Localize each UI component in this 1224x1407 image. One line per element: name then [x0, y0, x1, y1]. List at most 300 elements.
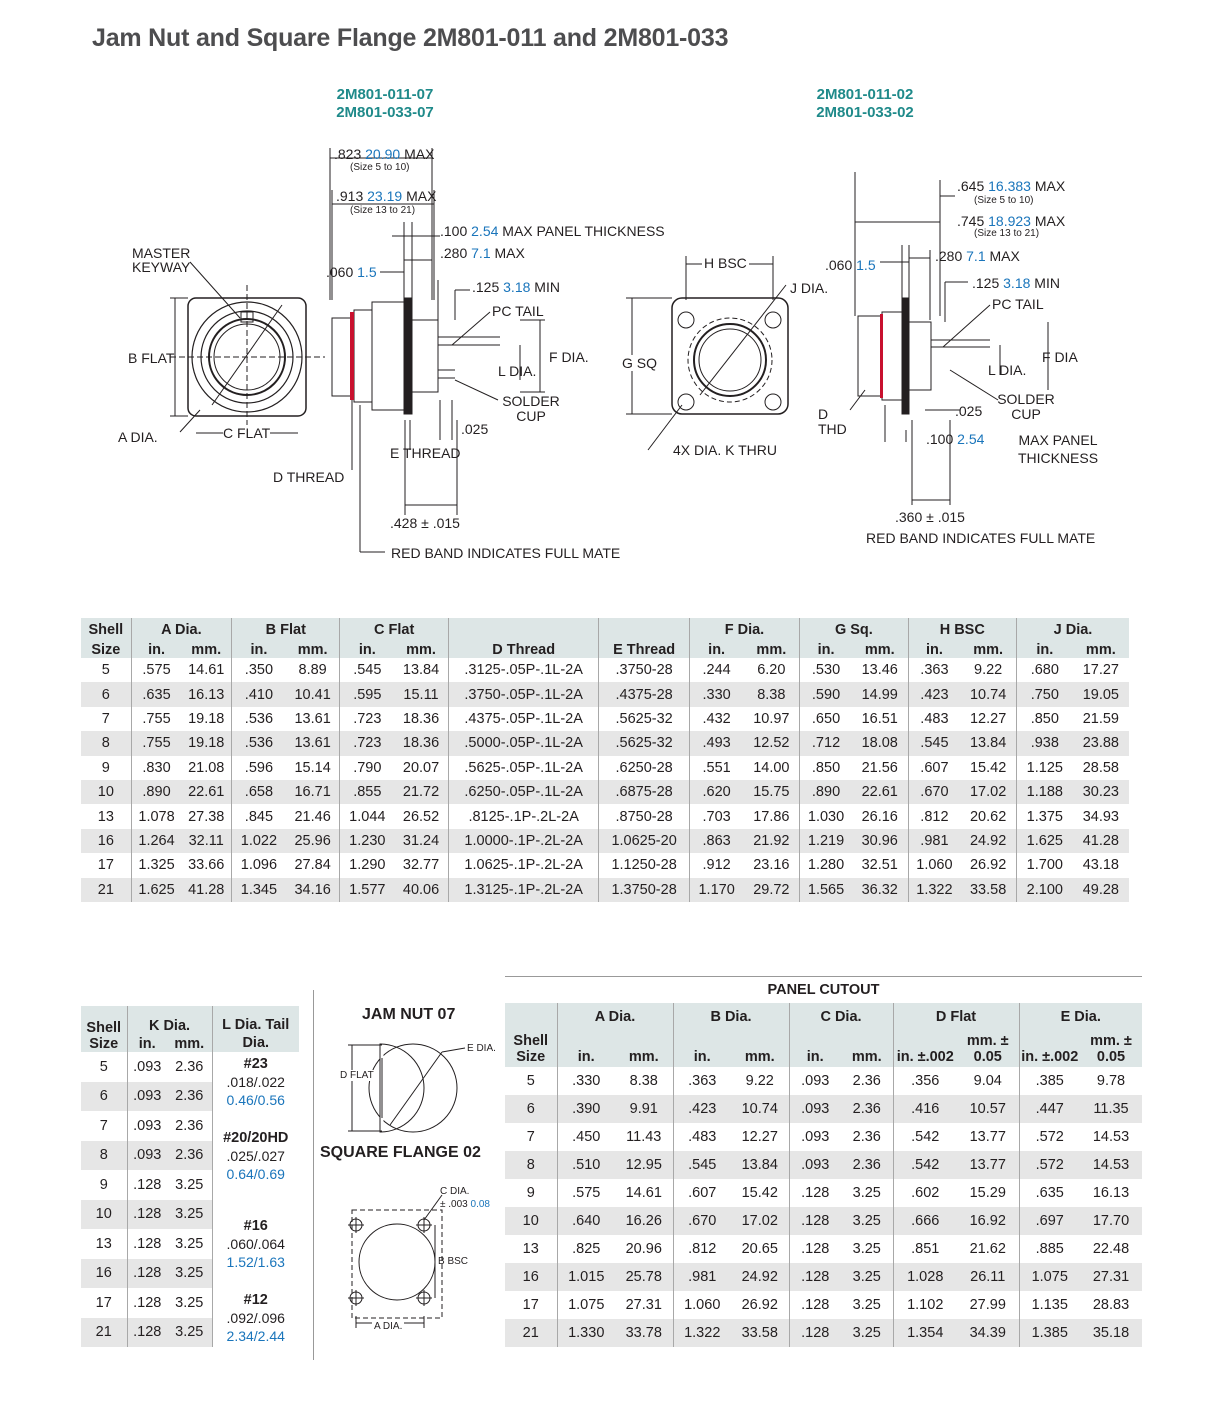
jam-nut-title: JAM NUT 07: [362, 1006, 456, 1023]
table-cell: .712: [800, 731, 852, 755]
table-cell: .545: [340, 658, 394, 682]
col-header: B Dia.: [673, 1003, 789, 1031]
table-cell: 3.25: [852, 1325, 881, 1341]
table-cell: 15.42: [741, 1185, 778, 1201]
table-cell: .666: [893, 1207, 957, 1235]
table-cell: 26.52: [402, 808, 440, 825]
table-cell: 21.08: [188, 759, 225, 776]
table-cell: 1.3750-28: [599, 878, 689, 902]
table-row: [81, 804, 1129, 828]
table-cell: .093: [789, 1095, 841, 1123]
table-cell: 27.38: [188, 808, 225, 825]
table-cell: 10: [95, 1206, 112, 1223]
col-subheader: mm.: [851, 1049, 882, 1065]
table-row: [505, 1067, 1142, 1095]
table-row: [505, 1235, 1142, 1263]
table-cell: 1.354: [893, 1319, 957, 1347]
table-cell: .938: [1016, 731, 1072, 755]
table-cell: 20.07: [402, 759, 440, 776]
table-cell: 5: [526, 1073, 535, 1089]
g-sq-label: G SQ: [622, 355, 658, 371]
table-cell: 13.46: [861, 662, 898, 679]
table-cell: 31.24: [402, 832, 440, 849]
table-cell: 14.00: [753, 759, 790, 776]
dim-in: .280: [440, 245, 468, 261]
table-row: [505, 1319, 1142, 1347]
dim-745-note: (Size 13 to 21): [974, 228, 1040, 239]
dim-mm: 23.19: [367, 188, 403, 204]
table-cell: .093: [127, 1082, 167, 1112]
table-cell: 10: [97, 784, 114, 801]
table-cell: 26.11: [970, 1269, 1006, 1285]
col-subheader: mm.: [406, 642, 436, 658]
dim-in: .100: [926, 431, 954, 447]
table-cell: 26.92: [741, 1297, 778, 1313]
part-number: 2M801-011-02: [816, 86, 914, 103]
table-cell: .703: [689, 804, 743, 828]
table-cell: .3750-28: [599, 658, 689, 682]
col-header: A Dia.: [557, 1003, 673, 1031]
c-dia-tolerance: [440, 1199, 490, 1210]
table-cell: .640: [557, 1207, 615, 1235]
table-cell: 36.32: [861, 881, 898, 898]
table-cell: .620: [689, 780, 743, 804]
table-cell: .128: [789, 1263, 841, 1291]
table-cell: 2.36: [175, 1147, 204, 1164]
col-subheader: mm.: [1085, 642, 1116, 658]
table-cell: 18.36: [402, 735, 440, 752]
col-subheader: in. ±.002: [893, 1031, 957, 1067]
table-cell: 28.83: [1092, 1297, 1130, 1313]
tail-mm: 1.52/1.63: [226, 1254, 285, 1271]
table-cell: 10.74: [741, 1101, 778, 1117]
table-cell: .093: [127, 1111, 167, 1141]
table-cell: 13: [97, 808, 114, 825]
table-header-row: [81, 1006, 299, 1036]
dim-mm: 18.923: [988, 213, 1031, 229]
e-dia-label: E DIA.: [467, 1043, 496, 1054]
table-cell: .545: [673, 1151, 731, 1179]
table-row: [81, 1111, 299, 1141]
table-cell: .607: [908, 756, 960, 780]
table-cell: .635: [1019, 1179, 1080, 1207]
table-cell: 33.58: [969, 881, 1007, 898]
dim-max: MAX: [1034, 213, 1066, 229]
table-cell: 3.25: [852, 1241, 881, 1257]
tail-mm: 0.46/0.56: [226, 1092, 285, 1108]
table-cell: 9.04: [973, 1073, 1002, 1089]
table-cell: 1.0625-20: [599, 829, 689, 853]
tail-in: .092/.096: [226, 1310, 285, 1326]
table-cell: 15.75: [753, 784, 790, 801]
table-header-row: [505, 1003, 1142, 1031]
col-header: Shell: [88, 622, 124, 638]
a-dia-label: A DIA.: [118, 429, 158, 445]
table-cell: 35.18: [1092, 1325, 1130, 1341]
table-title-row: [505, 977, 1142, 1004]
table-cell: .330: [689, 682, 743, 706]
dim-in: .100: [440, 223, 468, 239]
col-subheader: in.: [340, 638, 394, 658]
table-cell: .912: [689, 853, 743, 877]
table-cell: 12.27: [969, 710, 1007, 727]
table-cell: 10.41: [294, 686, 331, 703]
col-subheader: mm.: [297, 642, 328, 658]
table-cell: 10.57: [969, 1101, 1006, 1117]
dim-in: .125: [972, 275, 1000, 291]
table-cell: 6: [99, 1088, 108, 1105]
table-cell: 21.92: [753, 832, 790, 849]
table-cell: 16: [97, 832, 114, 849]
table-cell: 1.170: [689, 878, 743, 902]
table-cell: .607: [673, 1179, 731, 1207]
table-cell: 8: [526, 1157, 535, 1173]
col-header: E Dia.: [1019, 1003, 1142, 1031]
master-keyway-label: MASTER KEYWAY: [132, 245, 191, 275]
table-cell: .128: [127, 1229, 167, 1259]
table-cell: .575: [557, 1179, 615, 1207]
table-cell: 9.22: [745, 1073, 774, 1089]
table-cell: 21: [95, 1324, 112, 1341]
dim-in: .745: [957, 213, 985, 229]
table-row: [81, 682, 1129, 706]
table-cell: .845: [232, 804, 286, 828]
dim-in: .125: [472, 279, 500, 295]
dim-mm: 3.18: [503, 279, 531, 295]
tail-in: .018/.022: [226, 1074, 285, 1090]
tail-dia-cell: [212, 1200, 299, 1289]
dim-mm: 2.54: [957, 431, 985, 447]
table-cell: 13.84: [969, 735, 1007, 752]
table-cell: 5: [101, 662, 110, 679]
table-cell: 27.31: [625, 1297, 662, 1313]
table-cell: 13.61: [294, 710, 331, 727]
table-row: [81, 853, 1129, 877]
dim-060-right: [825, 257, 876, 273]
table-cell: 12.27: [741, 1129, 778, 1145]
table-cell: 1.096: [232, 853, 286, 877]
table-cell: .825: [557, 1235, 615, 1263]
col-header: H BSC: [908, 618, 1016, 638]
tail-size: #12: [243, 1292, 268, 1308]
table-cell: 1.322: [673, 1319, 731, 1347]
solder-cup-label: SOLDER CUP: [502, 393, 560, 424]
table-cell: 1.028: [893, 1263, 957, 1291]
dim-280-right: [935, 248, 1020, 264]
table-row: [505, 1291, 1142, 1319]
tail-dia-cell: [212, 1288, 299, 1347]
table-cell: .3750-.05P-.1L-2A: [448, 682, 599, 706]
col-subheader: in.: [673, 1031, 731, 1067]
table-cell: 26.92: [969, 857, 1007, 874]
col-subheader: mm. ± 0.05: [1090, 1033, 1132, 1065]
col-subheader: Size: [91, 642, 121, 658]
table-cell: .863: [689, 829, 743, 853]
table-cell: 25.96: [294, 832, 331, 849]
dim-max: MAX: [406, 188, 437, 204]
table-cell: 32.51: [861, 857, 898, 874]
dim-060: [326, 264, 377, 280]
table-cell: .128: [789, 1319, 841, 1347]
table-cell: 27.31: [1092, 1269, 1130, 1285]
table-cell: .128: [789, 1235, 841, 1263]
table-cell: 2.36: [852, 1101, 881, 1117]
square-flange-cutout: [348, 1195, 442, 1328]
table-cell: .093: [789, 1123, 841, 1151]
table-cell: 34.39: [969, 1325, 1006, 1341]
table-cell: 2.36: [852, 1157, 881, 1173]
col-subheader: mm.: [191, 642, 222, 658]
table-cell: .423: [908, 682, 960, 706]
l-dia-label-right: L DIA.: [988, 362, 1027, 378]
col-header: C Flat: [340, 618, 448, 638]
table-cell: .093: [789, 1067, 841, 1095]
table-cell: 18.36: [402, 710, 440, 727]
table-cell: 2.36: [175, 1117, 204, 1134]
table-cell: 8.89: [298, 662, 327, 679]
table-cell: 1.102: [893, 1291, 957, 1319]
table-cell: 1.330: [557, 1319, 615, 1347]
col-header: mm.: [174, 1036, 205, 1052]
table-cell: .363: [908, 658, 960, 682]
table-cell: 19.18: [188, 710, 225, 727]
table-cell: 1.0625-.1P-.2L-2A: [448, 853, 599, 877]
table-row: [505, 1179, 1142, 1207]
dim-mm: 1.5: [856, 257, 876, 273]
table-cell: .244: [689, 658, 743, 682]
dim-745: [957, 213, 1065, 229]
table-cell: .635: [131, 682, 181, 706]
table-cell: 1.022: [232, 829, 286, 853]
table-row: [81, 658, 1129, 682]
table-cell: 25.78: [625, 1269, 662, 1285]
table-cell: 1.700: [1016, 853, 1072, 877]
h-bsc-label: H BSC: [704, 255, 747, 271]
table-cell: .390: [557, 1095, 615, 1123]
table-cell: 3.25: [852, 1185, 881, 1201]
table-cell: .575: [131, 658, 181, 682]
table-cell: .356: [893, 1067, 957, 1095]
col-subheader: mm.: [864, 642, 895, 658]
dim-mm: 7.1: [471, 245, 491, 261]
col-header: B Flat: [232, 618, 340, 638]
table-cell: .850: [1016, 707, 1072, 731]
table-cell: .670: [908, 780, 960, 804]
col-subheader: mm.: [744, 1049, 775, 1065]
table-cell: 1.135: [1019, 1291, 1080, 1319]
table-cell: 43.18: [1082, 857, 1119, 874]
table-cell: 33.78: [625, 1325, 662, 1341]
tail-dia-cell: [212, 1111, 299, 1200]
dim-in: .823: [334, 146, 362, 162]
e-thread-label: E THREAD: [390, 445, 461, 461]
table-cell: 1.322: [908, 878, 960, 902]
table-cell: .595: [340, 682, 394, 706]
table-cell: .128: [789, 1179, 841, 1207]
table-cell: 1.1250-28: [599, 853, 689, 877]
f-dia-label-right: F DIA: [1042, 349, 1078, 365]
table-subheader-row: [505, 1031, 1142, 1067]
table-cell: 1.264: [131, 829, 181, 853]
table-cell: .8125-.1P-.2L-2A: [448, 804, 599, 828]
table-cell: 10: [522, 1213, 539, 1229]
table-cell: .432: [689, 707, 743, 731]
table-cell: 13: [95, 1235, 112, 1252]
table-cell: 13.84: [402, 662, 440, 679]
table-cell: 21: [97, 881, 114, 898]
table-row: [81, 1052, 299, 1082]
table-cell: .5625-32: [599, 707, 689, 731]
dim-645: [957, 178, 1065, 194]
table-cell: 24.92: [741, 1269, 778, 1285]
dim-max: MAX: [404, 146, 435, 162]
table-cell: 18.08: [861, 735, 898, 752]
table-cell: 22.61: [188, 784, 225, 801]
table-cell: 3.25: [175, 1176, 204, 1193]
col-subheader: [505, 1031, 557, 1067]
table-cell: 8: [99, 1147, 108, 1164]
table-cell: 1.625: [1016, 829, 1072, 853]
table-cell: 28.58: [1082, 759, 1119, 776]
dim-360: .360 ± .015: [895, 509, 965, 525]
dim-025-right: .025: [955, 403, 983, 419]
col-header: Shell: [86, 1020, 122, 1036]
col-subheader: in.: [789, 1031, 841, 1067]
table-cell: .6250-.05P-.1L-2A: [448, 780, 599, 804]
col-subheader: mm.: [628, 1049, 659, 1065]
d-thd-label: D THD: [818, 406, 847, 437]
table-cell: .697: [1019, 1207, 1080, 1235]
table-cell: 41.28: [188, 881, 225, 898]
square-flange-title: SQUARE FLANGE 02: [320, 1144, 481, 1161]
col-header: D Flat: [893, 1003, 1019, 1031]
col-subheader: E Thread: [599, 638, 689, 658]
dim-panel-right: [926, 431, 984, 447]
table-cell: 2.100: [1016, 878, 1072, 902]
table-cell: .551: [689, 756, 743, 780]
cutout-title: PANEL CUTOUT: [505, 977, 1142, 1004]
dim-in: .060: [825, 257, 853, 273]
table-cell: .128: [789, 1207, 841, 1235]
dim-text: MAX PANEL THICKNESS: [502, 223, 665, 239]
dim-125-right: [972, 275, 1060, 291]
col-header: F Dia.: [689, 618, 799, 638]
table-cell: 27.99: [969, 1297, 1006, 1313]
table-cell: .590: [800, 682, 852, 706]
part-number: 2M801-033-07: [336, 104, 434, 121]
table-cell: 7: [526, 1129, 535, 1145]
shell-label: Shell: [513, 1033, 549, 1049]
table-cell: 23.88: [1082, 735, 1119, 752]
table-cell: 16: [95, 1265, 112, 1282]
table-cell: .890: [131, 780, 181, 804]
dim-max: MAX: [1034, 178, 1066, 194]
table-cell: 26.16: [861, 808, 898, 825]
table-row: [81, 756, 1129, 780]
table-cell: 6: [101, 686, 110, 703]
table-cell: 14.53: [1092, 1129, 1130, 1145]
table-cell: .447: [1019, 1095, 1080, 1123]
table-cell: 20.96: [625, 1241, 662, 1257]
table-cell: .450: [557, 1123, 615, 1151]
dim-panel: [440, 223, 665, 239]
c-tol-mm: 0.08: [470, 1199, 490, 1210]
table-cell: 21: [522, 1325, 539, 1341]
col-header: in.: [127, 1036, 167, 1052]
table-cell: 20.65: [741, 1241, 778, 1257]
table-cell: .330: [557, 1067, 615, 1095]
table-cell: 9: [101, 759, 110, 776]
table-cell: 15.14: [294, 759, 331, 776]
table-cell: .128: [127, 1288, 167, 1318]
table-cell: .093: [127, 1141, 167, 1171]
table-cell: .128: [127, 1170, 167, 1200]
dim-mm: 3.18: [1003, 275, 1031, 291]
table-cell: 21.56: [861, 759, 898, 776]
c-flat-label: C FLAT: [223, 425, 271, 441]
table-cell: 1.075: [557, 1291, 615, 1319]
table-cell: 1.230: [340, 829, 394, 853]
table-cell: 9: [526, 1185, 535, 1201]
table-row: [81, 731, 1129, 755]
table-cell: .723: [340, 707, 394, 731]
col-subheader: in.: [1016, 638, 1072, 658]
table-cell: 21.72: [402, 784, 440, 801]
table-cell: 3.25: [175, 1206, 204, 1223]
j-dia-label: J DIA.: [790, 280, 829, 296]
table-cell: 7: [101, 710, 110, 727]
table-cell: .542: [893, 1151, 957, 1179]
col-header: A Dia.: [131, 618, 231, 638]
table-cell: 24.92: [969, 832, 1007, 849]
table-cell: 34.93: [1082, 808, 1119, 825]
col-header: G Sq.: [800, 618, 908, 638]
table-cell: 1.290: [340, 853, 394, 877]
table-cell: 9.78: [1096, 1073, 1126, 1089]
col-header: J Dia.: [1016, 618, 1129, 638]
table-cell: 13.77: [969, 1129, 1006, 1145]
table-cell: .510: [557, 1151, 615, 1179]
table-cell: .755: [131, 707, 181, 731]
table-cell: .855: [340, 780, 394, 804]
part-number: 2M801-011-07: [336, 86, 434, 103]
table-cell: 1.188: [1016, 780, 1072, 804]
table-cell: .790: [340, 756, 394, 780]
table-cell: 2.36: [175, 1058, 204, 1075]
red-band-label: RED BAND INDICATES FULL MATE: [391, 545, 621, 561]
col-subheader: in.: [800, 638, 852, 658]
table-cell: 1.044: [340, 804, 394, 828]
col-subheader: D Thread: [448, 638, 599, 658]
table-cell: 14.61: [625, 1185, 662, 1201]
table-cell: 15.42: [969, 759, 1007, 776]
table-cell: 21.59: [1082, 710, 1119, 727]
d-flat-label: D FLAT: [340, 1070, 374, 1081]
table-cell: .851: [893, 1235, 957, 1263]
table-cell: 2.36: [852, 1129, 881, 1145]
table-cell: .723: [340, 731, 394, 755]
col-subheader: mm. ± 0.05: [966, 1033, 1009, 1065]
table-cell: .093: [127, 1052, 167, 1082]
table-cell: 11.43: [626, 1129, 662, 1145]
table-cell: 7: [99, 1117, 108, 1134]
table-cell: 1.015: [557, 1263, 615, 1291]
pc-tail-label: PC TAIL: [492, 303, 544, 319]
tail-size: #23: [243, 1056, 268, 1072]
col-subheader: in.: [232, 638, 286, 658]
table-cell: .602: [893, 1179, 957, 1207]
table-cell: .416: [893, 1095, 957, 1123]
